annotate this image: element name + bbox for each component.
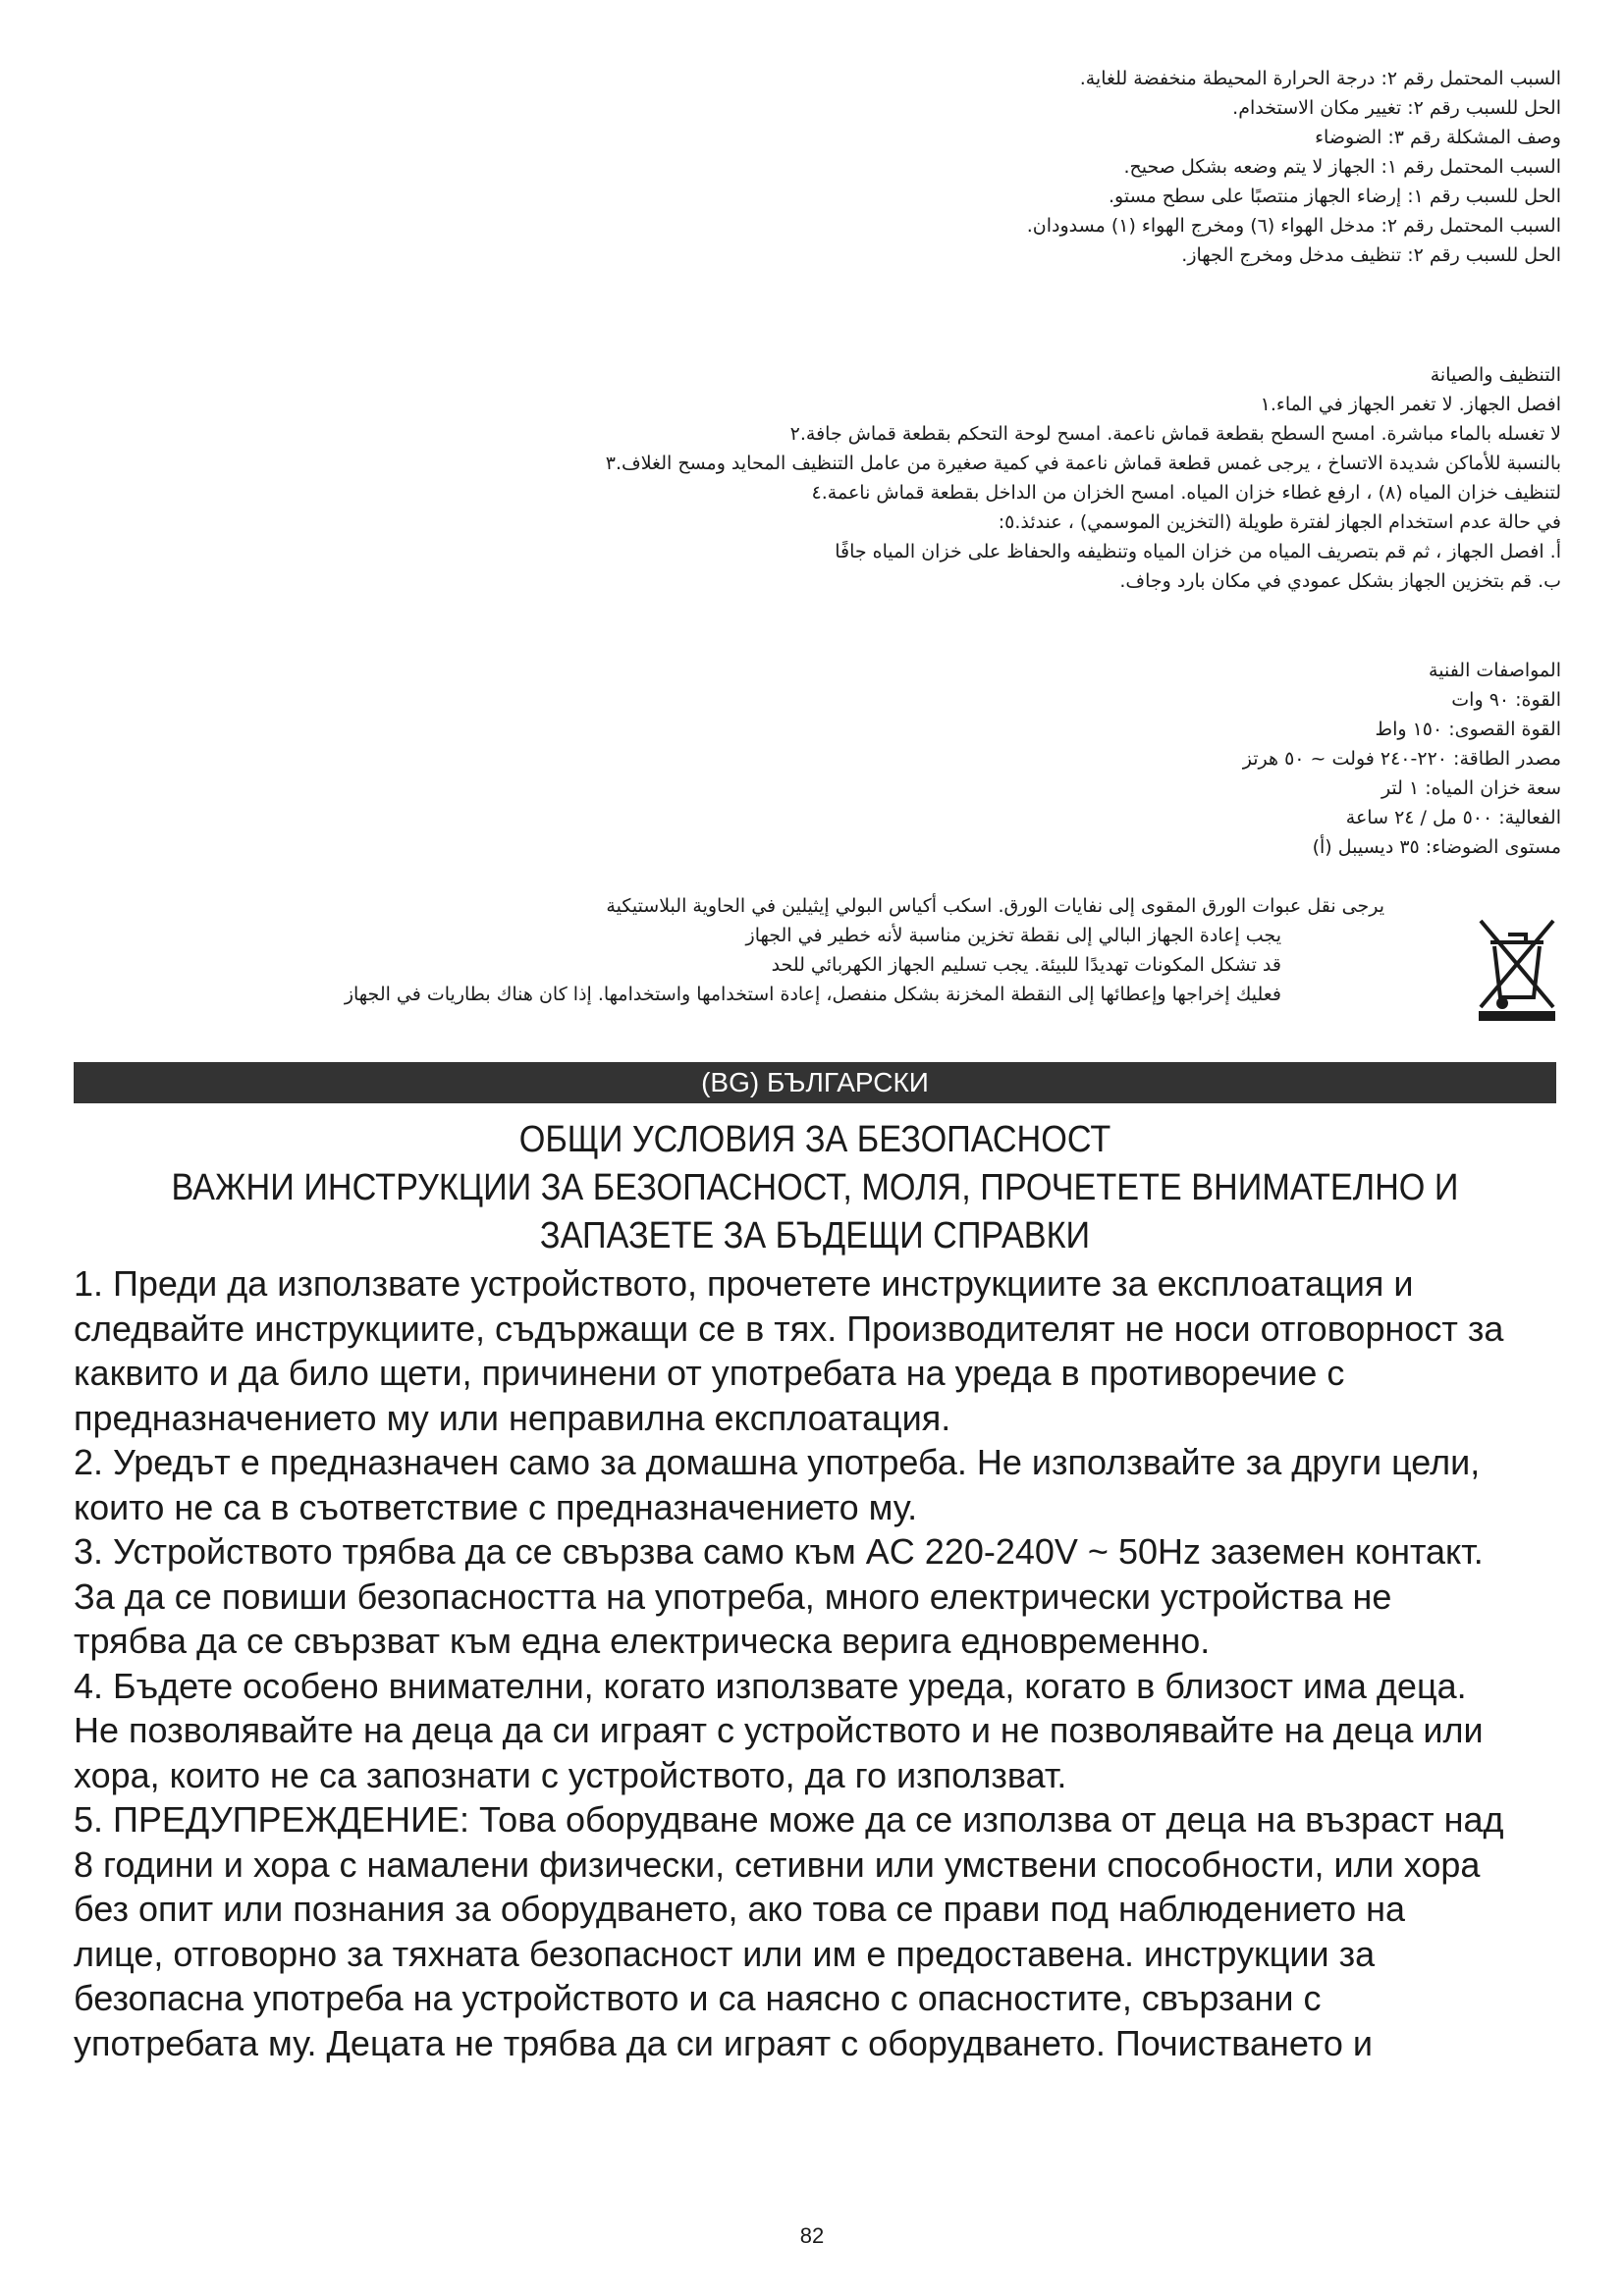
arabic-line: السبب المحتمل رقم ١: الجهاز لا يتم وضعه بشكل صحيح. (1123, 156, 1561, 178)
body-line: трябва да се свързват към една електрическа верига едновременно. (74, 1621, 1211, 1661)
body-line: 8 години и хора с намалени физически, сетивни или умствени способности, или хора (74, 1843, 1481, 1885)
arabic-line: أ. افصل الجهاز ، ثم قم بتصريف المياه من خزان المياه وتنظيفه والحفاظ على خزان المياه جافًا (835, 541, 1561, 562)
arabic-line: القوة القصوى: ١٥٠ واط (1375, 719, 1561, 740)
arabic-specifications (88, 656, 1561, 862)
body-line: 1. Преди да използвате устройството, прочетете инструкциите за експлоатация и (74, 1263, 1414, 1304)
body-line: които не са в съответствие с предназначението му. (74, 1486, 918, 1527)
arabic-line: بالنسبة للأماكن شديدة الاتساخ ، يرجى غمس قطعة قماش ناعمة في كمية صغيرة من عامل التنظيف المحايد ومسح الغلاف.٣ (605, 453, 1561, 474)
body-line: Не позволявайте на деца да си играят с устройството и не позволявайте на деца или (74, 1710, 1484, 1750)
arabic-line: ب. قم بتخزين الجهاز بشكل عمودي في مكان بارد وجاف. (1119, 570, 1561, 592)
subtitle-line-1: ВАЖНИ ИНСТРУКЦИИ ЗА БЕЗОПАСНОСТ, МОЛЯ, ПРОЧЕТЕТЕ ВНИМАТЕЛНО И (171, 1167, 1459, 1208)
arabic-line: السبب المحتمل رقم ٢: درجة الحرارة المحيطة منخفضة للغاية. (1079, 68, 1561, 89)
body-line: 5. ПРЕДУПРЕЖДЕНИЕ: Това оборудване може да се използва от деца на възраст над (74, 1799, 1504, 1840)
arabic-line: في حالة عدم استخدام الجهاز لفترة طويلة (التخزين الموسمي) ، عندئذ.٥: (998, 511, 1561, 533)
arabic-line: المواصفات الفنية (1429, 660, 1561, 681)
arabic-line: يجب إعادة الجهاز البالي إلى نقطة تخزين مناسبة لأنه خطير في الجهاز (745, 925, 1281, 946)
arabic-line: وصف المشكلة رقم ٣: الضوضاء (1315, 127, 1561, 148)
arabic-line: قد تشكل المكونات تهديدًا للبيئة. يجب تسليم الجهاز الكهربائي للحد (771, 954, 1281, 976)
safety-instructions (74, 1261, 1586, 2065)
body-line: За да се повиши безопасността на употреба, много електрически устройства не (74, 1575, 1392, 1617)
arabic-line: يرجى نقل عبوات الورق المقوى إلى نفايات الورق. اسكب أكياس البولي إيثيلين في الحاوية البلاستيكية (606, 895, 1384, 917)
subtitle-line-2: ЗАПАЗЕТЕ ЗА БЪДЕЩИ СПРАВКИ (539, 1215, 1091, 1256)
arabic-cleaning (88, 360, 1561, 596)
arabic-line: مستوى الضوضاء: ٣٥ ديسيبل (أ) (1312, 836, 1561, 858)
body-line: предназначението му или неправилна експлоатация. (74, 1397, 951, 1438)
arabic-line: الحل للسبب رقم ١: إرضاء الجهاز منتصبًا على سطح مستو. (1109, 186, 1561, 207)
arabic-line: فعليك إخراجها وإعطائها إلى النقطة المخزنة بشكل منفصل، إعادة استخدامها واستخدامها. إذا كان هناك بطاريات في الجهاز (344, 984, 1281, 1005)
arabic-line: سعة خزان المياه: ١ لتر (1380, 777, 1561, 799)
page-number: 82 (799, 2223, 825, 2248)
arabic-line: مصدر الطاقة: ٢٢٠-٢٤٠ فولت ~ ٥٠ هرتز (1242, 748, 1561, 770)
arabic-line: الحل للسبب رقم ٢: تغيير مكان الاستخدام. (1232, 97, 1561, 119)
arabic-line: الحل للسبب رقم ٢: تنظيف مدخل ومخرج الجهاز. (1181, 244, 1561, 266)
body-line: 3. Устройството трябва да се свързва само към AC 220-240V ~ 50Hz заземен контакт. (74, 1531, 1484, 1572)
crossed-out-wheelie-bin-icon (1473, 913, 1561, 1023)
body-line: без опит или познания за оборудването, ако това се прави под наблюдението на (74, 1889, 1406, 1929)
body-line: 4. Бъдете особено внимателни, когато използвате уреда, когато в близост има деца. (74, 1665, 1467, 1706)
arabic-recycling (314, 891, 1384, 1009)
arabic-troubleshooting (88, 64, 1561, 270)
body-line: хора, които не са запознати с устройството, да го използват. (74, 1754, 1067, 1795)
arabic-line: الفعالية: ٥٠٠ مل / ٢٤ ساعة (1345, 807, 1561, 828)
body-line: употребата му. Децата не трябва да си играят с оборудването. Почистването и (74, 2022, 1373, 2063)
arabic-line: افصل الجهاز. لا تغمر الجهاز في الماء.١ (1260, 394, 1561, 415)
arabic-line: لتنظيف خزان المياه (٨) ، ارفع غطاء خزان المياه. امسح الخزان من الداخل بقطعة قماش ناعمة.٤ (811, 482, 1561, 504)
body-line: безопасна употреба на устройството и са наясно с опасностите, свързани с (74, 1978, 1322, 2018)
body-line: следвайте инструкциите, съдържащи се в тях. Производителят не носи отговорност за (74, 1308, 1504, 1349)
arabic-line: لا تغسله بالماء مباشرة. امسح السطح بقطعة قماش ناعمة. امسح لوحة التحكم بقطعة قماش جافة.٢ (789, 423, 1561, 445)
body-line: лице, отговорно за тяхната безопасност или им е предоставена. инструкции за (74, 1933, 1376, 1974)
arabic-line: القوة: ٩٠ وات (1451, 689, 1561, 711)
language-section-bar: (BG) БЪЛГАРСКИ (74, 1062, 1556, 1103)
body-line: 2. Уредът е предназначен само за домашна употреба. Не използвайте за други цели, (74, 1442, 1481, 1482)
arabic-line: السبب المحتمل رقم ٢: مدخل الهواء (٦) ومخرج الهواء (١) مسدودان. (1026, 215, 1561, 237)
arabic-line: التنظيف والصيانة (1430, 364, 1561, 386)
body-line: каквито и да било щети, причинени от употребата на уреда в противоречие с (74, 1353, 1345, 1393)
page-title: ОБЩИ УСЛОВИЯ ЗА БЕЗОПАСНОСТ (518, 1119, 1111, 1160)
